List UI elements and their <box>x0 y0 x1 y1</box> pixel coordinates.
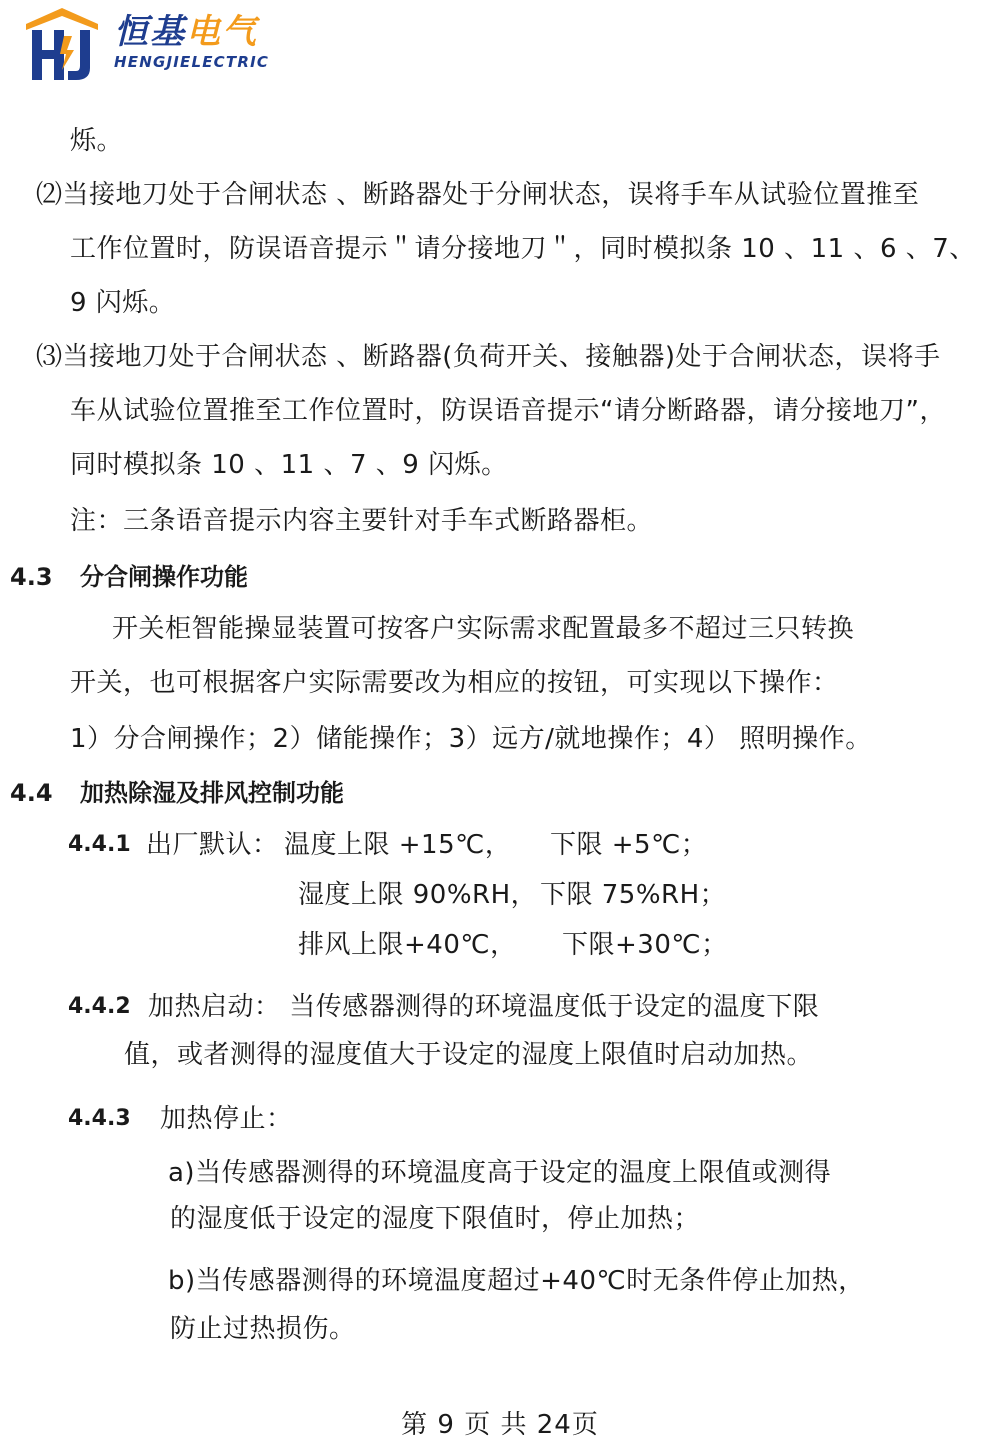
logo-chinese-name <box>114 12 258 52</box>
logo-chinese-part2: 电气 <box>186 12 258 52</box>
text-line: ⑵当接地刀处于合闸状态 、断路器处于分闸状态，误将手车从试验位置推至 <box>36 180 920 210</box>
default-value: 下限 +5℃； <box>550 830 708 860</box>
default-value: 湿度上限 90%RH， <box>298 880 538 910</box>
text-line: 烁。 <box>70 126 124 156</box>
default-value: 温度上限 +15℃， <box>284 830 512 860</box>
subsection-number: 4.4.2 <box>68 994 131 1019</box>
subsection-number: 4.4.3 <box>68 1106 131 1131</box>
default-value: 下限+30℃； <box>562 930 728 960</box>
default-value: 排风上限+40℃， <box>298 930 517 960</box>
list-item: a)当传感器测得的环境温度高于设定的温度上限值或测得 <box>168 1158 832 1188</box>
list-item: 的湿度低于设定的湿度下限值时，停止加热； <box>170 1204 701 1234</box>
page-number: 第 9 页 共 24页 <box>401 1410 599 1440</box>
list-item: 防止过热损伤。 <box>170 1314 356 1344</box>
text-line: 值，或者测得的湿度值大于设定的湿度上限值时启动加热。 <box>124 1040 814 1070</box>
text-line: 加热启动： 当传感器测得的环境温度低于设定的温度下限 <box>148 992 820 1022</box>
subsection-number: 4.4.1 <box>68 832 131 857</box>
text-line: 开关柜智能操显装置可按客户实际需求配置最多不超过三只转换 <box>112 614 855 644</box>
note-line: 注：三条语音提示内容主要针对手车式断路器柜。 <box>70 506 654 536</box>
subsection-label: 出厂默认： <box>146 830 279 860</box>
section-title: 加热除湿及排风控制功能 <box>80 779 344 807</box>
text-line: ⑶当接地刀处于合闸状态 、断路器(负荷开关、接触器)处于合闸状态，误将手 <box>36 342 941 372</box>
logo-chinese-part1: 恒基 <box>114 12 186 52</box>
section-title: 分合闸操作功能 <box>80 563 248 591</box>
text-line: 9 闪烁。 <box>70 288 176 318</box>
subsection-label: 加热停止： <box>160 1104 293 1134</box>
section-number: 4.3 <box>10 563 53 591</box>
text-line: 工作位置时，防误语音提示＂请分接地刀＂，同时模拟条 10 、11 、6 、7、 <box>70 234 976 264</box>
section-number: 4.4 <box>10 779 53 807</box>
text-line: 车从试验位置推至工作位置时，防误语音提示“请分断路器，请分接地刀”， <box>70 396 946 426</box>
text-line: 同时模拟条 10 、11 、7 、9 闪烁。 <box>70 450 508 480</box>
logo-hj-icon <box>24 6 100 82</box>
text-line: 开关，也可根据客户实际需要改为相应的按钮，可实现以下操作： <box>70 668 839 698</box>
logo-english-name: HENGJIELECTRIC <box>114 53 270 71</box>
default-value: 下限 75%RH； <box>540 880 727 910</box>
list-item: b)当传感器测得的环境温度超过+40℃时无条件停止加热， <box>168 1266 865 1296</box>
text-line: 1）分合闸操作；2）储能操作；3）远方/就地操作；4） 照明操作。 <box>70 724 872 754</box>
